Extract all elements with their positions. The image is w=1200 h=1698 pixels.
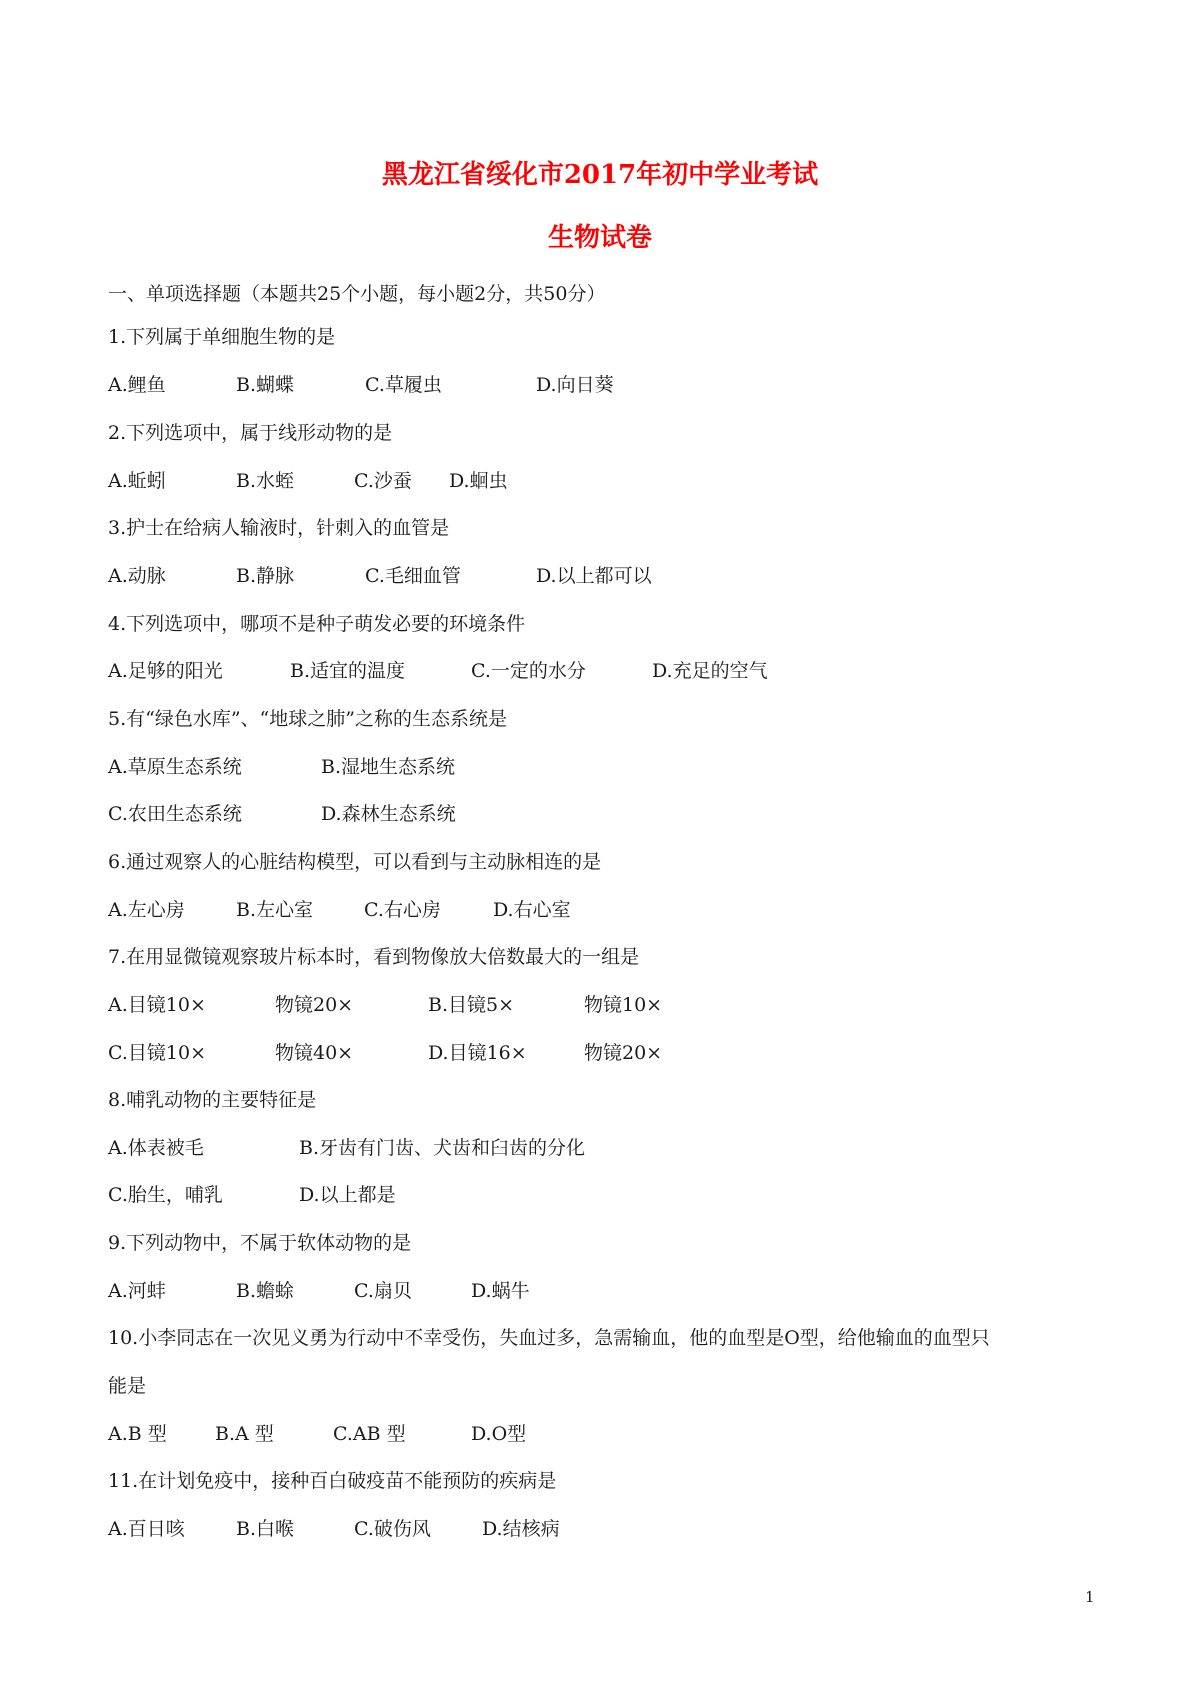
option: A.草原生态系统: [108, 756, 242, 778]
option: C.农田生态系统: [108, 803, 242, 825]
question-stem: 7.在用显微镜观察玻片标本时，看到物像放大倍数最大的一组是: [108, 946, 640, 968]
option-row: [108, 1278, 1108, 1304]
option: C.沙蚕: [354, 470, 412, 492]
option: D.蜗牛: [471, 1280, 530, 1302]
option: C.破伤风: [354, 1518, 431, 1540]
option-row: [108, 372, 1108, 398]
option: A.动脉: [108, 565, 166, 587]
option: C.扇贝: [354, 1280, 412, 1302]
option: 物镜20×: [584, 1042, 663, 1064]
option-row: [108, 1421, 1108, 1447]
option: A.体表被毛: [108, 1137, 204, 1159]
option-row: [108, 992, 1108, 1018]
question-stem: 1.下列属于单细胞生物的是: [108, 326, 336, 348]
question-stem: 6.通过观察人的心脏结构模型，可以看到与主动脉相连的是: [108, 851, 602, 873]
option: A.左心房: [108, 899, 185, 921]
option: A.目镜10×: [108, 994, 206, 1016]
option: D.右心室: [493, 899, 571, 921]
option: B.湿地生态系统: [321, 756, 456, 778]
option: 物镜20×: [275, 994, 354, 1016]
option: C.AB 型: [333, 1423, 406, 1445]
option: B.蝴蝶: [236, 374, 295, 396]
option: D.以上都是: [299, 1184, 396, 1206]
option-row: [108, 1135, 1108, 1161]
option-row: [108, 754, 1108, 780]
question-stem: 5.有“绿色水库”、“地球之肺”之称的生态系统是: [108, 708, 507, 730]
question-stem: 11.在计划免疫中，接种百白破疫苗不能预防的疾病是: [108, 1470, 557, 1492]
option: B.蟾蜍: [236, 1280, 295, 1302]
option: D.以上都可以: [536, 565, 652, 587]
option: B.左心室: [236, 899, 314, 921]
option-row: [108, 897, 1108, 923]
option-row: [108, 563, 1108, 589]
option: B.A 型: [215, 1423, 274, 1445]
question-stem: 4.下列选项中，哪项不是种子萌发必要的环境条件: [108, 613, 526, 635]
question-stem-continued: 能是: [108, 1375, 147, 1397]
option: A.河蚌: [108, 1280, 166, 1302]
section-heading: 一、单项选择题（本题共25个小题，每小题2分，共50分）: [108, 283, 606, 305]
option: B.适宜的温度: [290, 660, 406, 682]
option: B.牙齿有门齿、犬齿和臼齿的分化: [299, 1137, 586, 1159]
option-row: [108, 1516, 1108, 1542]
page-number: 1: [1085, 1588, 1095, 1606]
option: D.森林生态系统: [321, 803, 456, 825]
question-stem: 2.下列选项中，属于线形动物的是: [108, 422, 393, 444]
option-row: [108, 801, 1108, 827]
option: C.毛细血管: [365, 565, 461, 587]
option: B.水蛭: [236, 470, 295, 492]
option-row: [108, 1040, 1108, 1066]
question-stem: 10.小李同志在一次见义勇为行动中不幸受伤，失血过多，急需输血，他的血型是O型，给他输血的血型只: [108, 1327, 990, 1349]
option: 物镜10×: [584, 994, 663, 1016]
option: A.鲤鱼: [108, 374, 166, 396]
option: D.目镜16×: [428, 1042, 527, 1064]
option: A.百日咳: [108, 1518, 185, 1540]
option-row: [108, 658, 1108, 684]
question-stem: 9.下列动物中，不属于软体动物的是: [108, 1232, 412, 1254]
option: C.右心房: [364, 899, 441, 921]
question-stem: 3.护士在给病人输液时，针刺入的血管是: [108, 517, 450, 539]
option: D.充足的空气: [652, 660, 768, 682]
option: C.一定的水分: [471, 660, 586, 682]
option: D.O型: [471, 1423, 527, 1445]
option-row: [108, 468, 1108, 494]
option: B.静脉: [236, 565, 295, 587]
option: D.向日葵: [536, 374, 614, 396]
question-stem: 8.哺乳动物的主要特征是: [108, 1089, 317, 1111]
option: A.蚯蚓: [108, 470, 166, 492]
option: C.草履虫: [365, 374, 442, 396]
option: D.结核病: [482, 1518, 560, 1540]
option: B.目镜5×: [428, 994, 515, 1016]
option: 物镜40×: [275, 1042, 354, 1064]
option: A.B 型: [108, 1423, 167, 1445]
option: C.目镜10×: [108, 1042, 206, 1064]
exam-subtitle: 生物试卷: [547, 223, 652, 253]
option: D.蛔虫: [449, 470, 508, 492]
option: B.白喉: [236, 1518, 295, 1540]
option: A.足够的阳光: [108, 660, 223, 682]
option-row: [108, 1182, 1108, 1208]
exam-title: 黑龙江省绥化市2017年初中学业考试: [381, 160, 819, 190]
option: C.胎生，哺乳: [108, 1184, 223, 1206]
